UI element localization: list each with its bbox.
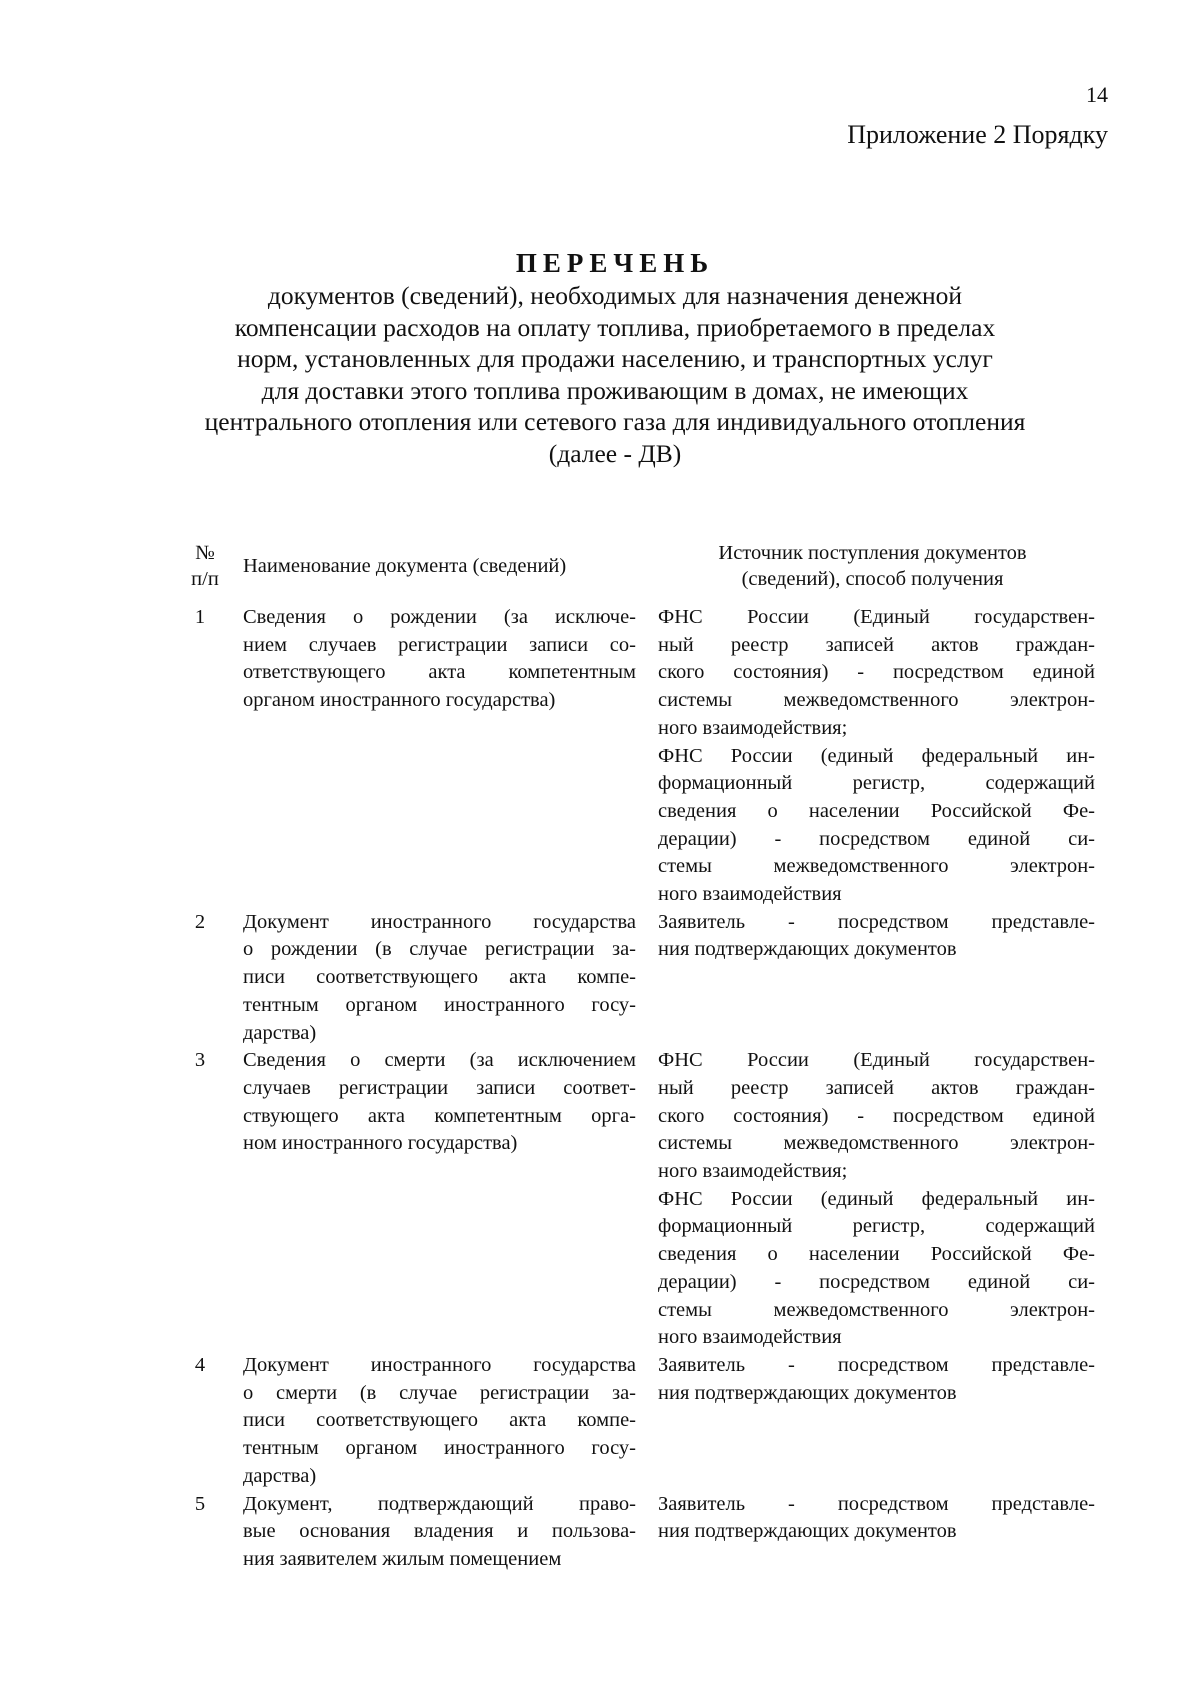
appendix-label: Приложение 2 Порядку xyxy=(847,120,1108,149)
document-name-line: о смерти (в случае регистрации за- xyxy=(243,1381,636,1404)
header-number-line2: п/п xyxy=(191,568,219,590)
header-number xyxy=(175,540,235,604)
header-source-line1: Источник поступления документов xyxy=(718,542,1027,564)
row-document-name xyxy=(235,1491,650,1574)
document-name-line: органом иностранного государства) xyxy=(243,689,556,712)
title-block xyxy=(150,246,1080,469)
document-name-line: нием случаев регистрации записи со- xyxy=(243,633,636,656)
subtitle-line: компенсации расходов на оплату топлива, приобретаемого в пределах xyxy=(234,312,996,342)
source-line: ного взаимодействия xyxy=(658,883,842,906)
document-name-line: ном иностранного государства) xyxy=(243,1132,518,1155)
document-subtitle xyxy=(150,280,1080,469)
document-name-line: писи соответствующего акта компе- xyxy=(243,1409,636,1432)
source-line: дерации) - посредством единой си- xyxy=(658,1270,1095,1293)
source-line: сведения о населении Российской Фе- xyxy=(658,799,1095,822)
source-line: ного взаимодействия; xyxy=(658,716,848,739)
header-source xyxy=(650,540,1095,604)
document-name-line: случаев регистрации записи соответ- xyxy=(243,1076,636,1099)
subtitle-line: центрального отопления или сетевого газа для индивидуального отопления xyxy=(204,407,1026,436)
source-line: Заявитель - посредством представле- xyxy=(658,1353,1095,1376)
subtitle-line: норм, установленных для продажи населению, и транспортных услуг xyxy=(237,344,993,373)
source-line: системы межведомственного электрон- xyxy=(658,1132,1095,1155)
source-line: ФНС России (единый федеральный ин- xyxy=(658,744,1095,767)
row-source xyxy=(650,1047,1095,1352)
document-name-line: ния заявителем жилым помещением xyxy=(243,1547,562,1570)
row-number: 2 xyxy=(194,910,206,933)
source-line: ФНС России (Единый государствен- xyxy=(658,606,1095,628)
row-source xyxy=(650,604,1095,909)
source-line: сведения о населении Российской Фе- xyxy=(658,1243,1095,1266)
document-name-line: Документ иностранного государства xyxy=(243,910,636,933)
header-number-line1: № xyxy=(195,542,215,564)
document-name-line: дарства) xyxy=(243,1464,317,1487)
row-number: 4 xyxy=(194,1353,206,1376)
table-header-row xyxy=(175,540,1095,604)
document-name-line: тентным органом иностранного госу- xyxy=(243,993,636,1016)
document-name-line: Сведения о смерти (за исключением xyxy=(243,1049,636,1072)
row-document-name xyxy=(235,1047,650,1352)
source-line: ный реестр записей актов граждан- xyxy=(658,633,1095,656)
source-line: дерации) - посредством единой си- xyxy=(658,827,1095,850)
subtitle-line: (далее - ДВ) xyxy=(548,438,682,468)
source-line: ния подтверждающих документов xyxy=(658,938,957,961)
row-source xyxy=(650,1352,1095,1491)
source-line: стемы межведомственного электрон- xyxy=(658,855,1095,878)
document-name-line: тентным органом иностранного госу- xyxy=(243,1437,636,1460)
source-line: ного взаимодействия; xyxy=(658,1160,848,1183)
page-number: 14 xyxy=(1086,82,1108,107)
subtitle-line: для доставки этого топлива проживающим в домах, не имеющих xyxy=(261,375,969,405)
document-name-line: вые основания владения и пользова- xyxy=(243,1520,636,1543)
row-number: 5 xyxy=(194,1492,206,1515)
document-name-line: ответствующего акта компетентным xyxy=(243,661,636,684)
row-document-name xyxy=(235,1352,650,1491)
source-line: Заявитель - посредством представле- xyxy=(658,910,1095,933)
table-row xyxy=(175,1047,1095,1352)
source-line: стемы межведомственного электрон- xyxy=(658,1298,1095,1321)
subtitle-line: документов (сведений), необходимых для назначения денежной xyxy=(267,281,963,310)
source-line: формационный регистр, содержащий xyxy=(658,772,1095,795)
document-name-line: Документ иностранного государства xyxy=(243,1353,636,1376)
row-document-name xyxy=(235,604,650,909)
row-number: 1 xyxy=(194,606,206,628)
document-name-line: ствующего акта компетентным орга- xyxy=(243,1104,636,1127)
table-row xyxy=(175,909,1095,1048)
table-row xyxy=(175,1491,1095,1574)
source-line: Заявитель - посредством представле- xyxy=(658,1492,1095,1515)
document-name-line: о рождении (в случае регистрации за- xyxy=(243,938,636,961)
source-line: ния подтверждающих документов xyxy=(658,1381,957,1404)
header-document-name: Наименование документа (сведений) xyxy=(243,555,567,577)
source-line: ного взаимодействия xyxy=(658,1326,842,1349)
source-line: ФНС России (единый федеральный ин- xyxy=(658,1187,1095,1210)
source-line: формационный регистр, содержащий xyxy=(658,1215,1095,1238)
table-row xyxy=(175,1352,1095,1491)
documents-table xyxy=(175,540,1095,1574)
document-name-line: Сведения о рождении (за исключе- xyxy=(243,606,636,628)
row-source xyxy=(650,909,1095,1048)
source-line: системы межведомственного электрон- xyxy=(658,689,1095,712)
header-source-line2: (сведений), способ получения xyxy=(741,568,1004,590)
source-line: ского состояния) - посредством единой xyxy=(658,661,1095,684)
document-title: ПЕРЕЧЕНЬ xyxy=(515,248,715,278)
source-line: ского состояния) - посредством единой xyxy=(658,1104,1095,1127)
row-number: 3 xyxy=(194,1049,206,1072)
source-line: ный реестр записей актов граждан- xyxy=(658,1076,1095,1099)
row-source xyxy=(650,1491,1095,1574)
row-document-name xyxy=(235,909,650,1048)
document-name-line: Документ, подтверждающий право- xyxy=(243,1492,636,1515)
source-line: ФНС России (Единый государствен- xyxy=(658,1049,1095,1072)
document-name-line: дарства) xyxy=(243,1021,317,1044)
table-row xyxy=(175,604,1095,909)
source-line: ния подтверждающих документов xyxy=(658,1520,957,1543)
document-name-line: писи соответствующего акта компе- xyxy=(243,966,636,989)
